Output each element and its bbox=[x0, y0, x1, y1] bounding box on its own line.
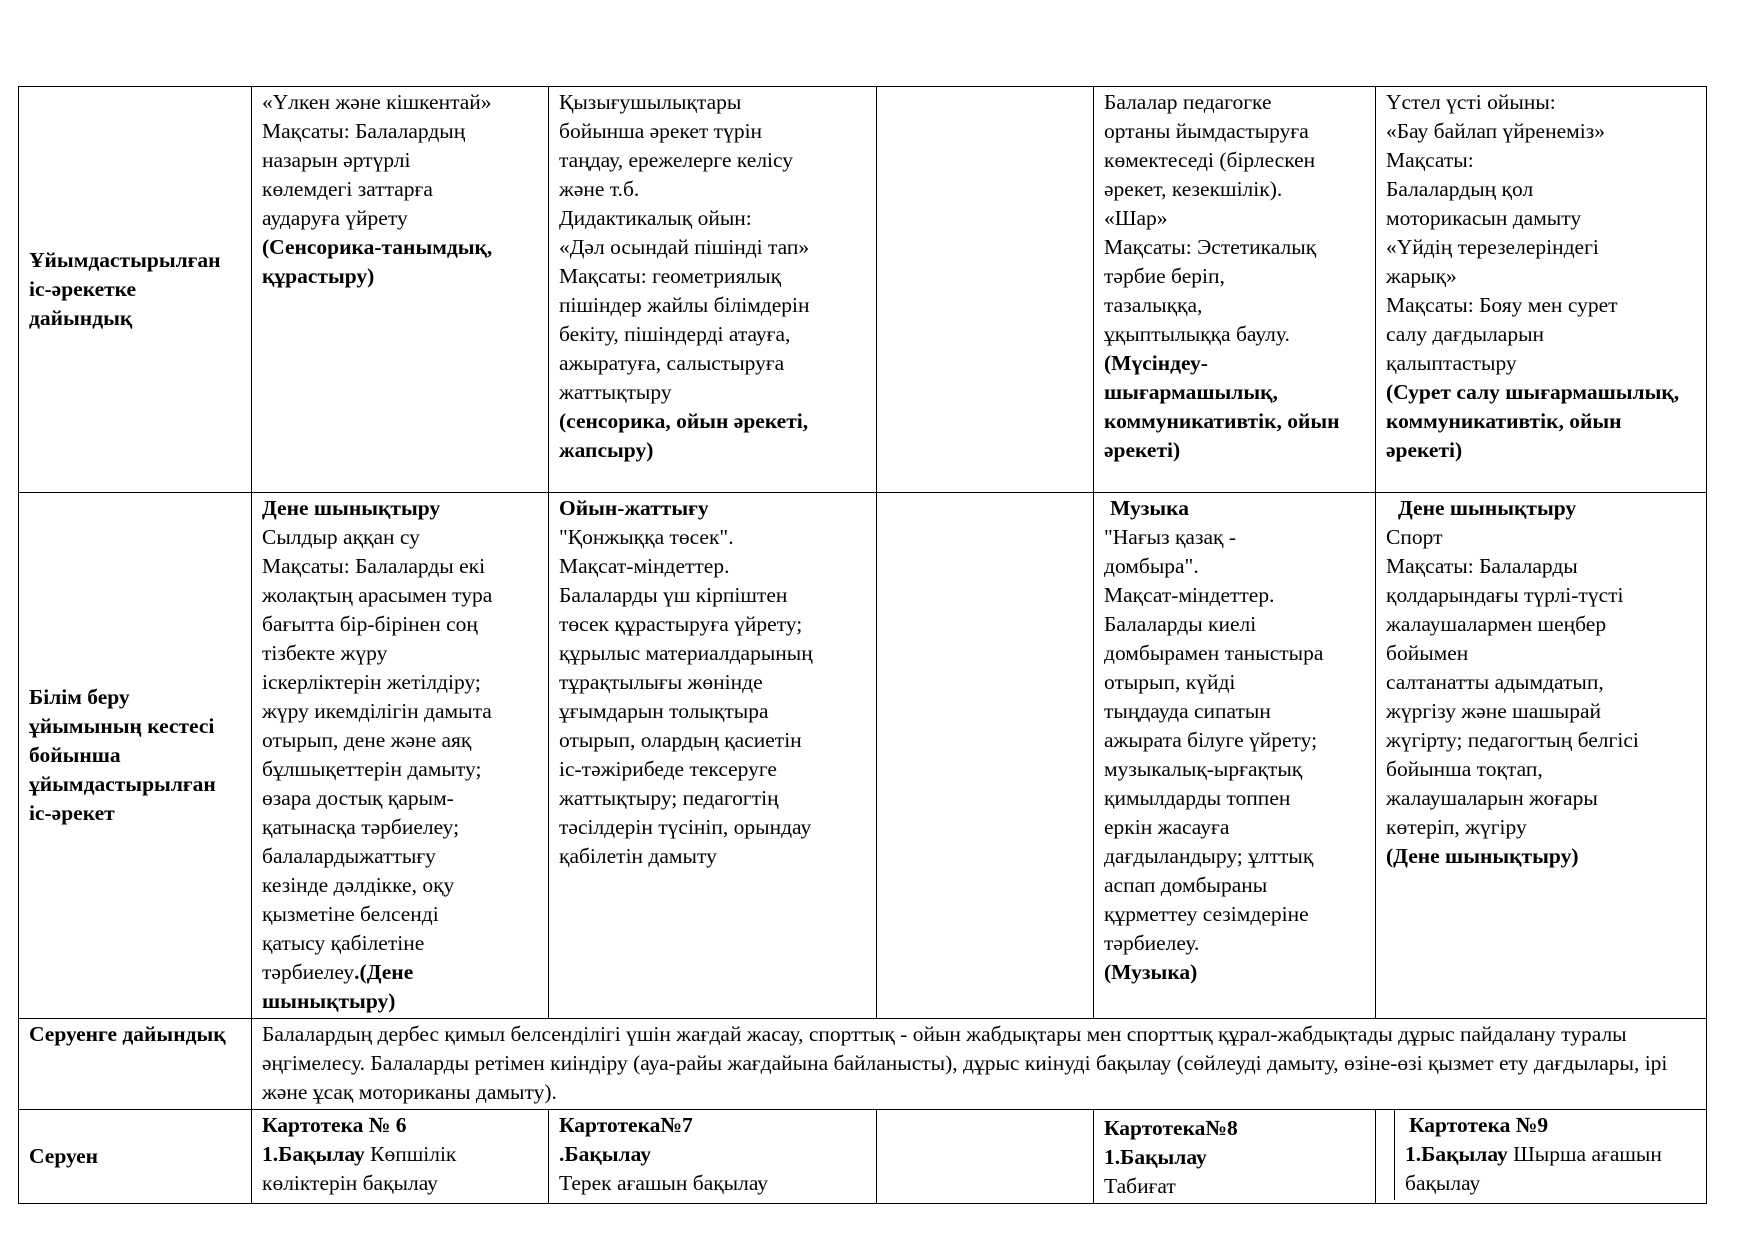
schedule-table bbox=[18, 86, 1707, 1204]
table-cell-empty bbox=[877, 1110, 1094, 1204]
table-cell: Балалар педагогке ортаны йымдастыруға көмектеседі (бірлескен әрекет, кезекшілік). «Шар» Мақсаты: Эстетикалық тәрбие беріп, тазалыққа, ұқыптылыққа баулу. (Мүсіндеу-шығармашылық, коммуникативтік, ойын әрекеті) bbox=[1094, 87, 1376, 493]
table-cell: Картотека№8 1.Бақылау Табиғат bbox=[1094, 1110, 1376, 1204]
table-cell-wide: Балалардың дербес қимыл белсенділігі үшін жағдай жасау, спорттық - ойын жабдықтары мен спорттық құрал-жабдықтады дұрыс пайдалану туралы әңгімелесу. Балаларды ретімен киіндіру (ауа-райы жағдайына байланысты), дұрыс киінуді бақылау (сөйлеуді дамыту, өзіне-өзі қызмет ету дағдылары, ірі және ұсақ моториканы дамыту). bbox=[252, 1019, 1707, 1110]
cell-spacer bbox=[1376, 1110, 1394, 1200]
table-row bbox=[19, 1110, 1707, 1204]
table-cell: Үстел үсті ойыны: «Бау байлап үйренеміз» Мақсаты: Балалардың қол моторикасын дамыту «Үйдің терезелеріндегі жарық» Мақсаты: Бояу мен сурет салу дағдыларын қалыптастыру (Сурет салу шығармашылық, коммуникативтік, ойын әрекеті) bbox=[1376, 87, 1707, 493]
table-cell: Картотека № 6 1.Бақылау Көпшілік көліктерін бақылау bbox=[252, 1110, 549, 1204]
table-cell: Музыка "Нағыз қазақ - домбыра". Мақсат-міндеттер. Балаларды киелі домбырамен таныстыра отырып, күйді тыңдауда сипатын ажырата білуге үйрету; музыкалық-ырғақтық қимылдарды топпен еркін жасауға дағдыландыру; ұлттық аспап домбыраны құрметтеу сезімдеріне тәрбиелеу. (Музыка) bbox=[1094, 493, 1376, 1019]
table-cell: Қызығушылықтары бойынша әрекет түрін таңдау, ережелерге келісу және т.б. Дидактикалық ойын: «Дәл осындай пішінді тап» Мақсаты: геометриялық пішіндер жайлы білімдерін бекіту, пішіндерді атауға, ажыратуға, салыстыруға жаттықтыру (сенсорика, ойын әрекеті, жапсыру) bbox=[549, 87, 877, 493]
table-cell-empty bbox=[877, 493, 1094, 1019]
table-cell: Картотека№7 .Бақылау Терек ағашын бақылау bbox=[549, 1110, 877, 1204]
cell-content: Картотека №9 1.Бақылау Шырша ағашын бақылау bbox=[1394, 1110, 1706, 1200]
table-cell: «Үлкен және кішкентай» Мақсаты: Балалардың назарын әртүрлі көлемдегі заттарға аударуға үйрету (Сенсорика-танымдық, құрастыру) bbox=[252, 87, 549, 493]
table-cell: Дене шынықтыру Сылдыр аққан су Мақсаты: Балаларды екі жолақтың арасымен тура бағытта бір-бірінен соң тізбекте жүру іскерліктерін жетілдіру; жүру икемділігін дамыта отырып, дене және аяқ бұлшықеттерін дамыту; өзара достық қарым- қатынасқа тәрбиелеу; балалардыжаттығу кезінде дәлдікке, оқу қызметіне белсенді қатысу қабілетіне тәрбиелеу.(Дене шынықтыру) bbox=[252, 493, 549, 1019]
table-cell: Дене шынықтыру Спорт Мақсаты: Балаларды қолдарындағы түрлі-түсті жалаушалармен шеңбер бойымен салтанатты адымдатып, жүргізу және шашырай жүгірту; педагогтың белгісі бойынша тоқтап, жалаушаларын жоғары көтеріп, жүгіру (Дене шынықтыру) bbox=[1376, 493, 1707, 1019]
table-cell-empty bbox=[877, 87, 1094, 493]
table-cell bbox=[1376, 1110, 1707, 1204]
row-heading: Серуенге дайындық bbox=[19, 1019, 252, 1110]
table-row bbox=[19, 1019, 1707, 1110]
table-row bbox=[19, 87, 1707, 493]
row-heading: Ұйымдастырылған іс-әрекетке дайындық bbox=[19, 87, 252, 493]
table-cell: Ойын-жаттығу "Қонжыққа төсек". Мақсат-міндеттер. Балаларды үш кірпіштен төсек құрастыруға үйрету; құрылыс материалдарының тұрақтылығы жөнінде ұғымдарын толықтыра отырып, олардың қасиетін іс-тәжірибеде тексеруге жаттықтыру; педагогтің тәсілдерін түсініп, орындау қабілетін дамыту bbox=[549, 493, 877, 1019]
table-row bbox=[19, 493, 1707, 1019]
row-heading: Серуен bbox=[19, 1110, 252, 1204]
row-heading: Білім беру ұйымының кестесі бойынша ұйымдастырылған іс-әрекет bbox=[19, 493, 252, 1019]
